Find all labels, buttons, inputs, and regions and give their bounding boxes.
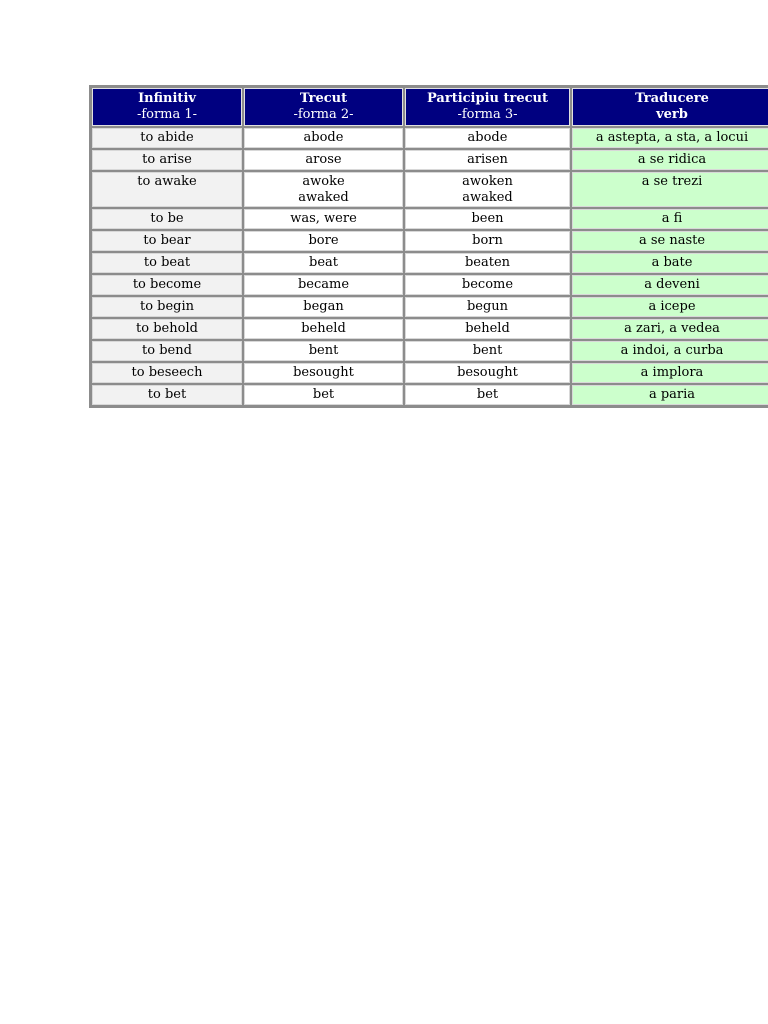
cell-participle [405,341,570,361]
cell-participle [405,385,570,405]
cell-translation: a indoi, a curba [572,341,768,361]
table-body [92,128,768,405]
cell-participle [405,319,570,339]
cell-translation: a fi [572,209,768,229]
cell-participle [405,150,570,170]
cell-participle [405,172,570,207]
cell-infinitive: to begin [92,297,242,317]
cell-participle-line: awoken [462,174,513,189]
cell-translation: a implora [572,363,768,383]
irregular-verbs-table [89,85,768,408]
cell-participle [405,363,570,383]
header-title: Trecut [299,91,348,106]
table-row [92,385,768,405]
cell-past-line: beat [309,255,338,270]
cell-translation: a paria [572,385,768,405]
cell-translation: a se naste [572,231,768,251]
cell-participle-line: become [461,277,514,292]
cell-participle-line: besought [457,365,518,380]
table-header-row [92,88,768,126]
cell-translation: a icepe [572,297,768,317]
cell-participle-line: born [472,233,503,248]
cell-past [244,209,403,229]
cell-past [244,341,403,361]
cell-translation: a se ridica [572,150,768,170]
cell-participle-line: been [471,211,504,226]
cell-infinitive: to awake [92,172,242,207]
table-row [92,172,768,207]
header-subtitle: -forma 3- [457,107,518,122]
header-translation [572,88,768,126]
cell-past-line: bet [312,387,335,402]
cell-participle-line: begun [466,299,509,314]
cell-past [244,275,403,295]
cell-past-line: abode [303,130,344,145]
header-infinitive [92,88,242,126]
cell-past-line: became [297,277,350,292]
cell-infinitive: to beseech [92,363,242,383]
table-row [92,150,768,170]
header-past [244,88,403,126]
cell-infinitive: to bet [92,385,242,405]
cell-past-line: besought [293,365,354,380]
cell-past-line: beheld [301,321,346,336]
cell-participle [405,231,570,251]
header-participle [405,88,570,126]
cell-translation: a zari, a vedea [572,319,768,339]
cell-past-line: was, were [290,211,357,226]
cell-translation: a astepta, a sta, a locui [572,128,768,148]
table-row [92,341,768,361]
cell-past [244,363,403,383]
table-row [92,363,768,383]
cell-infinitive: to beat [92,253,242,273]
cell-participle-line: abode [467,130,508,145]
cell-participle-line: beheld [465,321,510,336]
cell-past-line: arose [305,152,342,167]
verb-table-container [89,85,768,408]
cell-translation: a se trezi [572,172,768,207]
cell-participle-line: arisen [467,152,508,167]
cell-participle-line: beaten [464,255,511,270]
header-subtitle: -forma 1- [136,107,198,122]
table-row [92,297,768,317]
cell-participle-line: bent [472,343,503,358]
table-row [92,209,768,229]
table-row [92,253,768,273]
cell-participle [405,297,570,317]
cell-participle-line: bet [476,387,499,402]
header-title: Traducere [635,91,709,106]
header-subtitle: verb [656,107,688,122]
cell-past [244,150,403,170]
cell-past-line: began [303,299,344,314]
cell-infinitive: to bear [92,231,242,251]
table-row [92,275,768,295]
cell-past [244,128,403,148]
cell-infinitive: to be [92,209,242,229]
cell-participle [405,128,570,148]
cell-infinitive: to become [92,275,242,295]
cell-participle-line: awaked [462,190,513,205]
header-subtitle: -forma 2- [293,107,354,122]
cell-infinitive: to arise [92,150,242,170]
table-row [92,319,768,339]
cell-infinitive: to abide [92,128,242,148]
cell-past-line: awaked [298,190,349,205]
cell-participle [405,275,570,295]
cell-participle [405,209,570,229]
table-row [92,231,768,251]
cell-past-line: bore [308,233,339,248]
cell-past [244,253,403,273]
cell-past [244,172,403,207]
cell-past [244,319,403,339]
header-title: Infinitiv [138,91,196,106]
cell-infinitive: to bend [92,341,242,361]
cell-translation: a deveni [572,275,768,295]
table-row [92,128,768,148]
cell-past [244,297,403,317]
cell-past [244,231,403,251]
cell-past [244,385,403,405]
cell-past-line: bent [308,343,339,358]
cell-participle [405,253,570,273]
header-title: Participiu trecut [427,91,548,106]
cell-infinitive: to behold [92,319,242,339]
cell-past-line: awoke [302,174,345,189]
cell-translation: a bate [572,253,768,273]
